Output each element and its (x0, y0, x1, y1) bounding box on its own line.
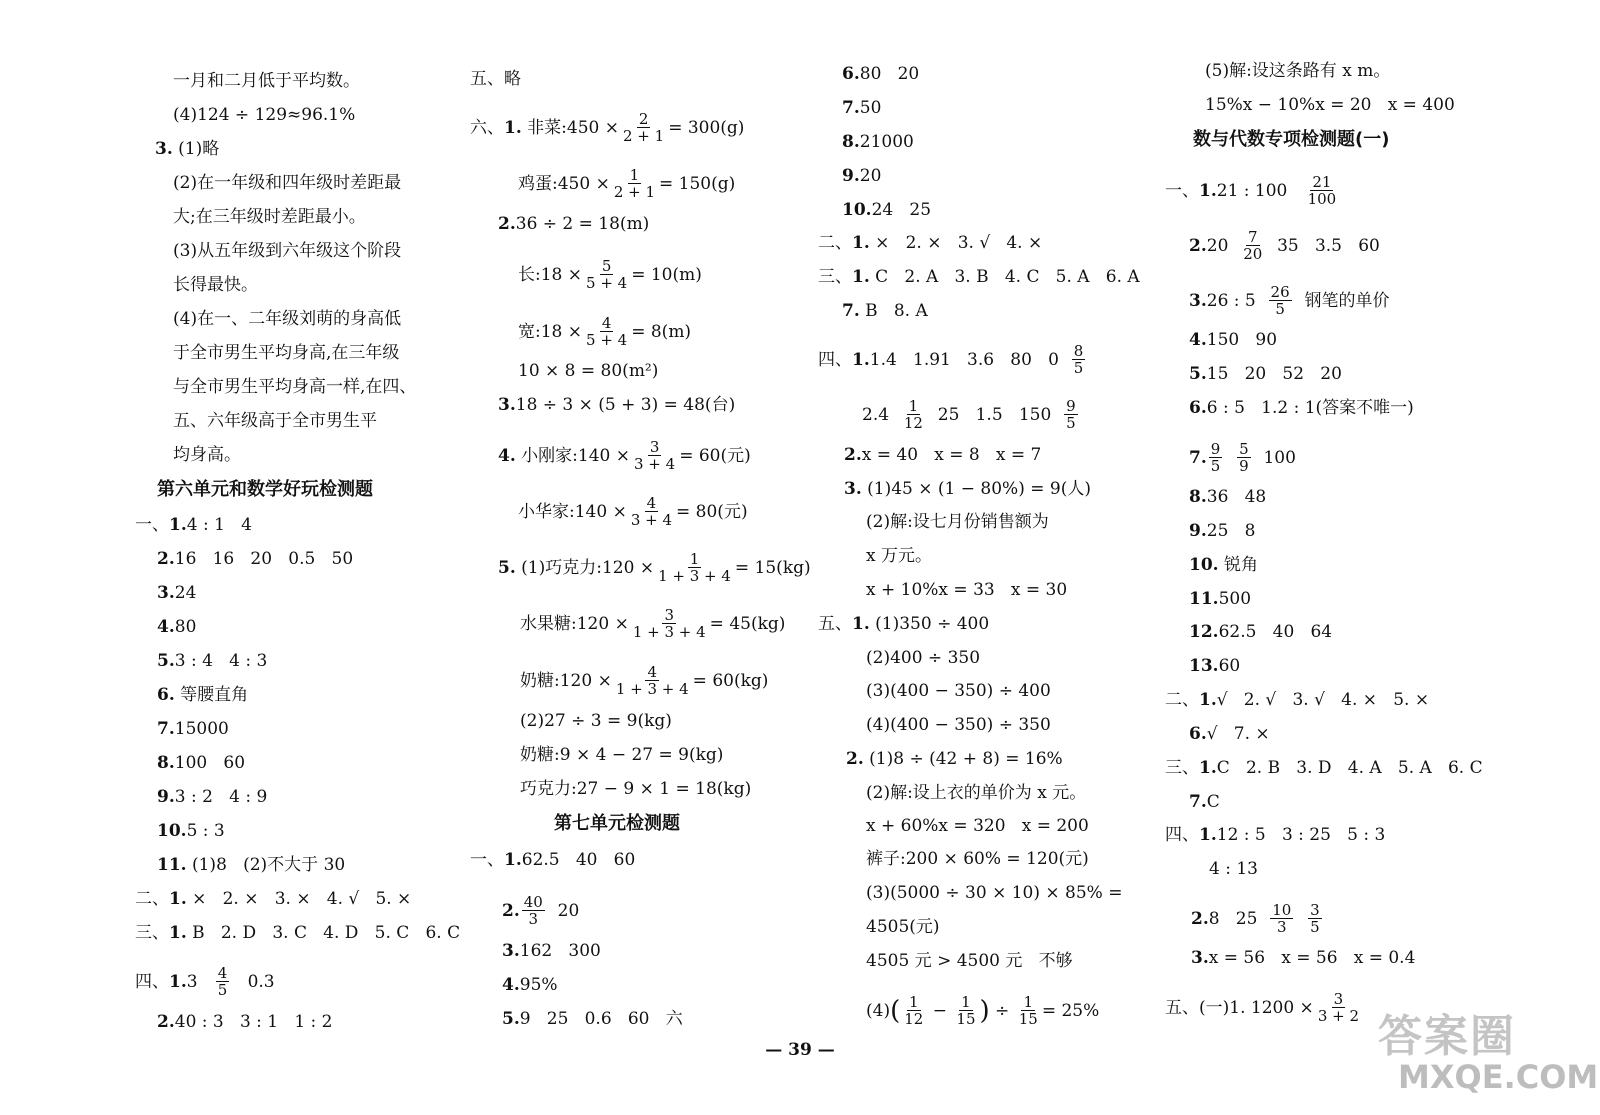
text-line: (4)124 ÷ 129≈96.1% (173, 105, 356, 125)
text-line: 六、1. 非菜:450 × $\frac{2}{2 + 1}$ = 300(g) (470, 110, 745, 145)
text-line: (1)350 ÷ 400 (875, 614, 990, 634)
page-number: — 39 — (765, 1040, 835, 1060)
denominator: 9 (1239, 457, 1249, 475)
numerator: 40 (523, 893, 543, 911)
text-line: x = 56 x = 56 x = 0.4 (1208, 948, 1416, 968)
text-line: 95% (519, 975, 558, 995)
fraction (1270, 902, 1293, 935)
text-line (1165, 992, 1363, 1025)
text-line: = 60(元) (679, 446, 751, 466)
text-line: 15%x − 10%x = 20 x = 400 (1205, 95, 1455, 115)
text-line: 小刚家:140 × (521, 446, 630, 466)
text-line: 巧克力:27 − 9 × 1 = 18(kg) (520, 779, 752, 799)
fraction (522, 894, 545, 927)
text-line: 五、六年级高于全市男生平 (173, 411, 377, 431)
text-line: = 300(g) (668, 118, 745, 138)
text-line: 8 25 (1208, 909, 1258, 929)
fraction (216, 965, 230, 998)
text-line: 奶糖:120 × (520, 671, 612, 691)
text-line: = 80(元) (676, 502, 748, 522)
denominator: 5 + 4 (586, 331, 628, 349)
text-line: = 25% (1041, 1001, 1100, 1021)
text-line: 11. (1)8 (2)不大于 30 (157, 855, 346, 875)
text-line: 62.5 40 64 (1218, 622, 1333, 642)
text-line: 3. (1)45 × (1 − 80%) = 9(人) (844, 479, 1091, 499)
fraction (656, 551, 733, 584)
text-line: 一、1.21 : 100 $\frac{21}{100}$ (1165, 173, 1337, 208)
text-line: 三、1.C 2. B 3. D 4. A 5. A 6. C (1165, 758, 1483, 778)
text-line: C (1206, 792, 1220, 812)
denominator: 5 (1073, 359, 1084, 377)
text-line: 7.C (1189, 792, 1220, 812)
numerator: 5 (601, 257, 612, 275)
denominator: 2 + 1 (613, 183, 656, 201)
text-line: 2.20 $\frac{7}{20}$ 35 3.5 60 (1189, 228, 1380, 263)
text-line: 9.25 8 (1189, 521, 1256, 541)
denominator: 12 (903, 414, 923, 432)
text-line: 2.40 : 3 3 : 1 1 : 2 (157, 1012, 333, 1032)
text-line: 三、1. B 2. D 3. C 4. D 5. C 6. C (135, 923, 461, 943)
text-line: (2)解:设七月份销售额为 (866, 512, 1049, 532)
text-line: 7.15000 (157, 719, 229, 739)
fraction (954, 994, 977, 1027)
numerator: 4 (646, 494, 657, 512)
text-line: (2)400 ÷ 350 (866, 648, 981, 668)
denominator: 3 + 4 (633, 455, 676, 473)
text-line: 小华家:140 × (518, 502, 627, 522)
text-line (518, 496, 748, 529)
text-line: 5.9 25 0.6 60 六 (502, 1009, 683, 1029)
text-line: 8.21000 (842, 132, 914, 152)
text-line: 2.x = 40 x = 8 x = 7 (844, 445, 1042, 465)
text-line: 10.5 : 3 (157, 821, 225, 841)
text-line: 12 : 5 3 : 25 5 : 3 (1216, 825, 1386, 845)
text-line: 62.5 40 60 (521, 850, 636, 870)
column-3 (818, 0, 1158, 1115)
denominator: 5 (1275, 300, 1285, 318)
text-line: 3 (186, 972, 198, 992)
text-line: 10.24 25 (842, 200, 932, 220)
numerator: 3 (664, 606, 675, 624)
text-line: 5 : 3 (186, 821, 225, 841)
text-line: 10 × 8 = 80(m²) (518, 361, 659, 381)
text-line: (2)在一年级和四年级时差距最 (173, 173, 402, 193)
text-line: √ 7. × (1206, 724, 1270, 744)
numerator: 1 (961, 993, 971, 1011)
text-line: 四、1.1.4 1.91 3.6 80 0 $\frac{8}{5}$ (818, 342, 1084, 377)
text-line: (3)从五年级到六年级这个阶段 (173, 241, 402, 261)
denominator: 3 (1277, 918, 1287, 936)
text-line: 40 : 3 3 : 1 1 : 2 (174, 1012, 333, 1032)
text-line: 8.36 48 (1189, 487, 1267, 507)
text-line: 6. 等腰直角 (157, 685, 249, 705)
text-line: 6.√ 7. × (1189, 724, 1270, 744)
text-line: 鸡蛋:450 × (518, 174, 610, 194)
text-line: 一月和二月低于平均数。 (173, 71, 360, 91)
text-line: 3.26 : 5 $\frac{26}{5}$ 钢笔的单价 (1189, 283, 1390, 318)
text-line: 长得最快。 (173, 275, 258, 295)
text-line: (5)解:设这条路有 x m。 (1205, 61, 1391, 81)
text-line: 20 (1206, 236, 1229, 256)
text-line: 等腰直角 (180, 685, 249, 705)
numerator: 3 (1333, 990, 1344, 1008)
text-line: (4) (866, 1001, 891, 1021)
fraction (1064, 398, 1078, 431)
fraction (1308, 902, 1322, 935)
fraction (1241, 229, 1264, 262)
text-line: 二、1.√ 2. √ 3. √ 4. × 5. × (1165, 690, 1430, 710)
text-line: 13.60 (1189, 656, 1241, 676)
text-line: 4.95% (502, 975, 558, 995)
text-line: (3)(400 − 350) ÷ 400 (866, 681, 1051, 701)
text-line: 162 300 (519, 941, 601, 961)
section-title: 第六单元和数学好玩检测题 (157, 479, 373, 500)
text-line: 24 25 (871, 200, 932, 220)
text-line: 9.3 : 2 4 : 9 (157, 787, 268, 807)
text-line (518, 316, 691, 349)
text-line: (1)45 × (1 − 80%) = 9(人) (867, 479, 1091, 499)
numerator: 4 (217, 964, 228, 982)
text-line: 2.16 16 20 0.5 50 (157, 549, 354, 569)
text-line: 7. $\frac{9}{5}$ $\frac{5}{9}$ 100 (1189, 440, 1296, 475)
denominator: 2 + 1 (622, 127, 665, 145)
numerator: 3 (1310, 901, 1320, 919)
section-title: 第七单元检测题 (554, 813, 680, 834)
text-line: 于全市男生平均身高,在三年级 (173, 343, 400, 363)
text-line: 9 25 0.6 60 六 (519, 1009, 683, 1029)
denominator: 1 + 3 + 4 (632, 623, 706, 641)
numerator: 4 (647, 663, 658, 681)
watermark-logo (1370, 1000, 1599, 1100)
denominator: 5 + 4 (586, 274, 628, 292)
numerator: 10 (1272, 901, 1292, 919)
text-line: 36 48 (1206, 487, 1267, 507)
fraction (1269, 284, 1292, 317)
text-line: = 150(g) (659, 174, 736, 194)
denominator: 3 (528, 910, 539, 928)
denominator: 3 + 4 (630, 511, 673, 529)
section-title: 数与代数专项检测题(一) (1193, 129, 1390, 150)
text-line: 35 3.5 60 (1277, 236, 1380, 256)
text-line: 3.162 300 (502, 941, 601, 961)
numerator: 5 (1239, 440, 1249, 458)
text-line: 4 : 13 (1209, 859, 1258, 879)
text-line: 100 60 (174, 753, 246, 773)
numerator: 8 (1073, 342, 1084, 360)
text-line: (1)略 (178, 139, 220, 159)
numerator: 9 (1210, 440, 1221, 458)
text-line: 3.18 ÷ 3 × (5 + 3) = 48(台) (498, 395, 736, 415)
denominator: 20 (1243, 245, 1263, 263)
text-line: (4)(400 − 350) ÷ 350 (866, 715, 1051, 735)
denominator: 12 (904, 1010, 924, 1028)
text-line: 15000 (174, 719, 229, 739)
text-line: 二、1. × 2. × 3. × 4. √ 5. × (135, 889, 412, 909)
text-line (520, 665, 768, 698)
fraction (614, 664, 691, 697)
text-line: x + 60%x = 320 x = 200 (866, 816, 1089, 836)
text-line: 5.3 : 4 4 : 3 (157, 651, 268, 671)
numerator: 1 (1023, 993, 1034, 1011)
numerator: 7 (1247, 228, 1258, 246)
text-line: 24 (174, 583, 197, 603)
text-line: 4505(元) (866, 917, 940, 937)
fraction (612, 167, 657, 200)
text-line: 4 : 1 4 (186, 515, 252, 535)
text-line: = 8(m) (631, 322, 692, 342)
text-line: C 2. A 3. B 4. C 5. A 6. A (875, 267, 1140, 287)
text-line: 21 : 100 (1216, 181, 1288, 201)
denominator: 5 (1310, 918, 1320, 936)
fraction (1072, 343, 1086, 376)
text-line: 6 : 5 1.2 : 1(答案不唯一) (1206, 398, 1414, 418)
text-line: 大;在三年级时差距最小。 (173, 207, 366, 227)
text-line: 21000 (859, 132, 914, 152)
text-line: 15 20 52 20 (1206, 364, 1342, 384)
fraction (629, 495, 674, 528)
text-line: 11.500 (1189, 589, 1252, 609)
text-line: 4505 元 > 4500 元 不够 (866, 951, 1073, 971)
text-line: 4.150 90 (1189, 330, 1278, 350)
text-line: (4)在一、二年级刘萌的身高低 (173, 309, 402, 329)
fraction (631, 607, 708, 640)
watermark-cn: 答案圈 (1378, 1011, 1516, 1062)
text-line: 五、(一)1. 1200 × (1165, 998, 1314, 1018)
text-line: √ 2. √ 3. √ 4. × 5. × (1216, 690, 1430, 710)
fraction (632, 439, 677, 472)
denominator: 15 (956, 1010, 976, 1028)
text-line: 锐角 (1223, 555, 1258, 575)
text-line: 五、1. (1)350 ÷ 400 (818, 614, 990, 634)
text-line: × 2. × 3. √ 4. × (875, 233, 1043, 253)
text-line: 四、1.3 $\frac{4}{5}$ 0.3 (135, 964, 275, 999)
text-line: 60 (1218, 656, 1241, 676)
text-line: 4. 小刚家:140 × $\frac{3}{3 + 4}$ = 60(元) (498, 438, 751, 473)
text-line: 25 1.5 150 (937, 405, 1052, 425)
text-line: 3 : 4 4 : 3 (174, 651, 268, 671)
text-line: 宽:18 × (518, 322, 583, 342)
fraction (902, 994, 925, 1027)
text-line: 0.3 (247, 972, 275, 992)
text-line: 9.20 (842, 166, 882, 186)
text-line: 与全市男生平均身高一样,在四、 (173, 377, 417, 397)
text-line (520, 608, 785, 641)
text-line (518, 168, 735, 201)
text-line: 10. 锐角 (1189, 555, 1258, 575)
text-line: 4.80 (157, 617, 197, 637)
text-line: 2.4 (862, 405, 890, 425)
text-line: = 15(kg) (734, 558, 811, 578)
numerator: 1 (629, 166, 640, 184)
text-line: 1.4 1.91 3.6 80 0 (869, 350, 1059, 370)
text-line: 50 (859, 98, 882, 118)
column-2 (470, 0, 810, 1115)
text-line (518, 259, 702, 292)
denominator: 5 (1210, 457, 1221, 475)
text-line: 钢笔的单价 (1304, 291, 1390, 311)
denominator: 3 + 2 (1317, 1007, 1360, 1025)
numerator: 4 (601, 314, 612, 332)
fraction (1237, 441, 1251, 474)
text-line: x = 40 x = 8 x = 7 (861, 445, 1042, 465)
text-line: 500 (1218, 589, 1252, 609)
watermark-en: MXQE.COM (1398, 1058, 1599, 1096)
numerator: 3 (649, 438, 660, 456)
fraction (1316, 991, 1361, 1024)
text-line: 裤子:200 × 60% = 120(元) (866, 849, 1089, 869)
text-line: 16 16 20 0.5 50 (174, 549, 354, 569)
text-line: 6.6 : 5 1.2 : 1(答案不唯一) (1189, 398, 1414, 418)
text-line: 18 ÷ 3 × (5 + 3) = 48(台) (515, 395, 736, 415)
text-line: 150 90 (1206, 330, 1278, 350)
fraction (1017, 994, 1040, 1027)
text-line: 7. B 8. A (842, 301, 928, 321)
text-line: (2)解:设上衣的单价为 x 元。 (866, 783, 1087, 803)
text-line: 3.x = 56 x = 56 x = 0.4 (1191, 948, 1416, 968)
text-line: = 60(kg) (692, 671, 769, 691)
text-line: 四、1.12 : 5 3 : 25 5 : 3 (1165, 825, 1386, 845)
column-1 (135, 0, 461, 1115)
text-line: 36 ÷ 2 = 18(m) (515, 214, 650, 234)
text-line: 3 : 2 4 : 9 (174, 787, 268, 807)
text-line: B 8. A (865, 301, 928, 321)
text-line: 2.36 ÷ 2 = 18(m) (498, 214, 650, 234)
numerator: 2 (638, 110, 649, 128)
numerator: 1 (909, 993, 919, 1011)
text-line: 25 8 (1206, 521, 1256, 541)
text-line: 2. $\frac{40}{3}$ 20 (502, 893, 580, 928)
text-line: 20 (859, 166, 882, 186)
text-line: 7.50 (842, 98, 882, 118)
text-line: (3)(5000 ÷ 30 × 10) × 85% = (866, 883, 1123, 903)
text-line: B 2. D 3. C 4. D 5. C 6. C (192, 923, 461, 943)
fraction (621, 111, 666, 144)
text-line: 80 20 (859, 64, 920, 84)
text-line: 2.8 25 $\frac{10}{3}$ $\frac{3}{5}$ (1191, 901, 1320, 936)
text-line (862, 399, 1080, 432)
fraction (584, 315, 629, 348)
denominator: 15 (1018, 1010, 1038, 1028)
numerator: 1 (908, 397, 919, 415)
text-line: 8.100 60 (157, 753, 246, 773)
column-4 (1165, 0, 1483, 1115)
text-line: 一、1.4 : 1 4 (135, 515, 252, 535)
text-line: = 10(m) (631, 265, 702, 285)
text-line: 26 : 5 (1206, 291, 1256, 311)
text-line: × 2. × 3. × 4. √ 5. × (192, 889, 412, 909)
denominator: 5 (1066, 414, 1076, 432)
text-line: (1)8 (2)不大于 30 (191, 855, 346, 875)
text-line: 100 (1263, 448, 1296, 468)
text-line: (4)( $\frac{1}{12}$ − $\frac{1}{15}$ ) ÷ $\frac{1}{15}$ = 25% (866, 993, 1100, 1028)
text-line: 3. (1)略 (155, 139, 220, 159)
text-line: 三、1. C 2. A 3. B 4. C 5. A 6. A (818, 267, 1140, 287)
denominator: 100 (1307, 190, 1337, 208)
text-line: 6.80 20 (842, 64, 920, 84)
text-line: 五、略 (470, 69, 521, 89)
fraction (584, 258, 629, 291)
text-line: = 45(kg) (709, 614, 786, 634)
numerator: 26 (1270, 283, 1290, 301)
text-line: (1)8 ÷ (42 + 8) = 16% (869, 749, 1063, 769)
text-line: 水果糖:120 × (520, 614, 629, 634)
text-line: 5.15 20 52 20 (1189, 364, 1342, 384)
fraction (902, 398, 925, 431)
text-line: 非菜:450 × (527, 118, 619, 138)
denominator: 1 + 3 + 4 (658, 567, 731, 585)
text-line: 一、1.62.5 40 60 (470, 850, 636, 870)
text-line: 二、1. × 2. × 3. √ 4. × (818, 233, 1043, 253)
text-line: 20 (557, 901, 580, 921)
text-line: C 2. B 3. D 4. A 5. A 6. C (1216, 758, 1483, 778)
fraction (1306, 174, 1339, 207)
text-line: 3.24 (157, 583, 197, 603)
text-line: 均身高。 (173, 445, 241, 465)
text-line: x + 10%x = 33 x = 30 (866, 580, 1068, 600)
numerator: 21 (1312, 173, 1332, 191)
text-line: (2)27 ÷ 3 = 9(kg) (520, 711, 672, 731)
text-line: 2. (1)8 ÷ (42 + 8) = 16% (846, 749, 1063, 769)
denominator: 1 + 3 + 4 (615, 680, 689, 698)
text-line: 长:18 × (518, 265, 583, 285)
text-line: 12.62.5 40 64 (1189, 622, 1333, 642)
fraction (1209, 441, 1223, 474)
numerator: 9 (1066, 397, 1076, 415)
numerator: 1 (689, 550, 700, 568)
text-line: 80 (174, 617, 197, 637)
denominator: 5 (217, 981, 228, 999)
text-line: 5. (1)巧克力:120 × $\frac{1}{1 + 3 + 4}$ = 15(kg) (498, 550, 811, 585)
text-line: x 万元。 (866, 546, 932, 566)
text-line: 奶糖:9 × 4 − 27 = 9(kg) (520, 745, 724, 765)
text-line: (1)巧克力:120 × (521, 558, 655, 578)
